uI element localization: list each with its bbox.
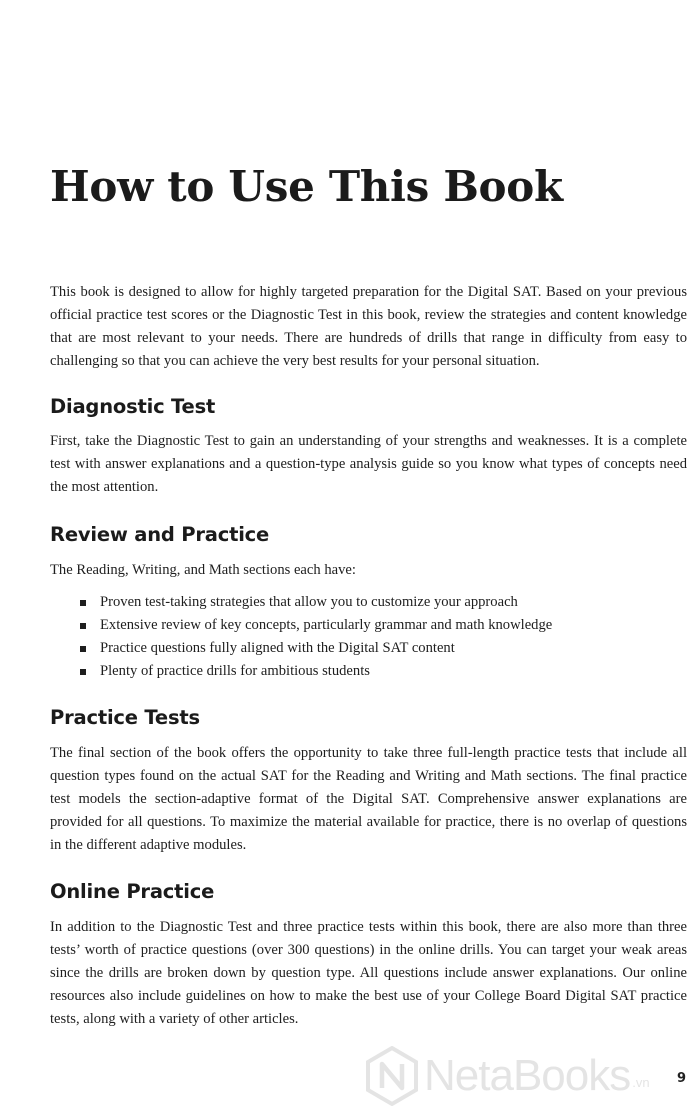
watermark-name: NetaBooks: [424, 1051, 631, 1100]
list-item: Proven test-taking strategies that allow you to customize your approach: [80, 591, 552, 614]
square-bullet-icon: [80, 623, 86, 629]
practice-tests-heading: Practice Tests: [50, 706, 200, 729]
review-practice-heading: Review and Practice: [50, 523, 270, 546]
page-number: 9: [677, 1071, 687, 1086]
online-practice-heading: Online Practice: [50, 880, 215, 903]
square-bullet-icon: [80, 646, 86, 652]
list-item: Extensive review of key concepts, particularly grammar and math knowledge: [80, 614, 552, 637]
intro-paragraph: This book is designed to allow for highly targeted preparation for the Digital SAT. Based on your previous official practice test scores or the Diagnostic Test in this book, review the strategies and content knowledge that are most relevant to your needs. There are hundreds of drills that range in difficulty from easy to challenging so that you can achieve the very best results for your personal situation.: [50, 284, 687, 369]
square-bullet-icon: [80, 669, 86, 675]
square-bullet-icon: [80, 600, 86, 606]
review-bullet-list: [80, 591, 552, 683]
list-item: Plenty of practice drills for ambitious students: [80, 660, 552, 683]
netabooks-watermark: [366, 1046, 650, 1106]
review-practice-paragraph: The Reading, Writing, and Math sections each have:: [50, 562, 356, 578]
diagnostic-test-paragraph: First, take the Diagnostic Test to gain an understanding of your strengths and weaknesses. It is a complete test with answer explanations and a question-type analysis guide so you know what types of concepts need the most attention.: [50, 433, 687, 495]
page-title: How to Use This Book: [50, 162, 563, 211]
online-practice-paragraph: In addition to the Diagnostic Test and three practice tests within this book, there are also more than three tests’ worth of practice questions (over 300 questions) in the online drills. You can target your weak areas since the drills are broken down by question type. All questions include answer explanations. Our online resources also include guidelines on how to make the best use of your College Board Digital SAT practice tests, along with a variety of other articles.: [50, 919, 687, 1027]
list-item: Practice questions fully aligned with the Digital SAT content: [80, 637, 552, 660]
watermark-suffix: .vn: [632, 1075, 650, 1090]
netabooks-logo-icon: [366, 1046, 418, 1106]
diagnostic-test-heading: Diagnostic Test: [50, 395, 216, 418]
practice-tests-paragraph: The final section of the book offers the opportunity to take three full-length practice tests that include all question types found on the actual SAT for the Reading and Writing and Math sections. The final practice test models the section-adaptive format of the Digital SAT. Comprehensive answer explanations are provided for all questions. To maximize the material available for practice, there is no overlap of questions in the different adaptive modules.: [50, 745, 687, 853]
